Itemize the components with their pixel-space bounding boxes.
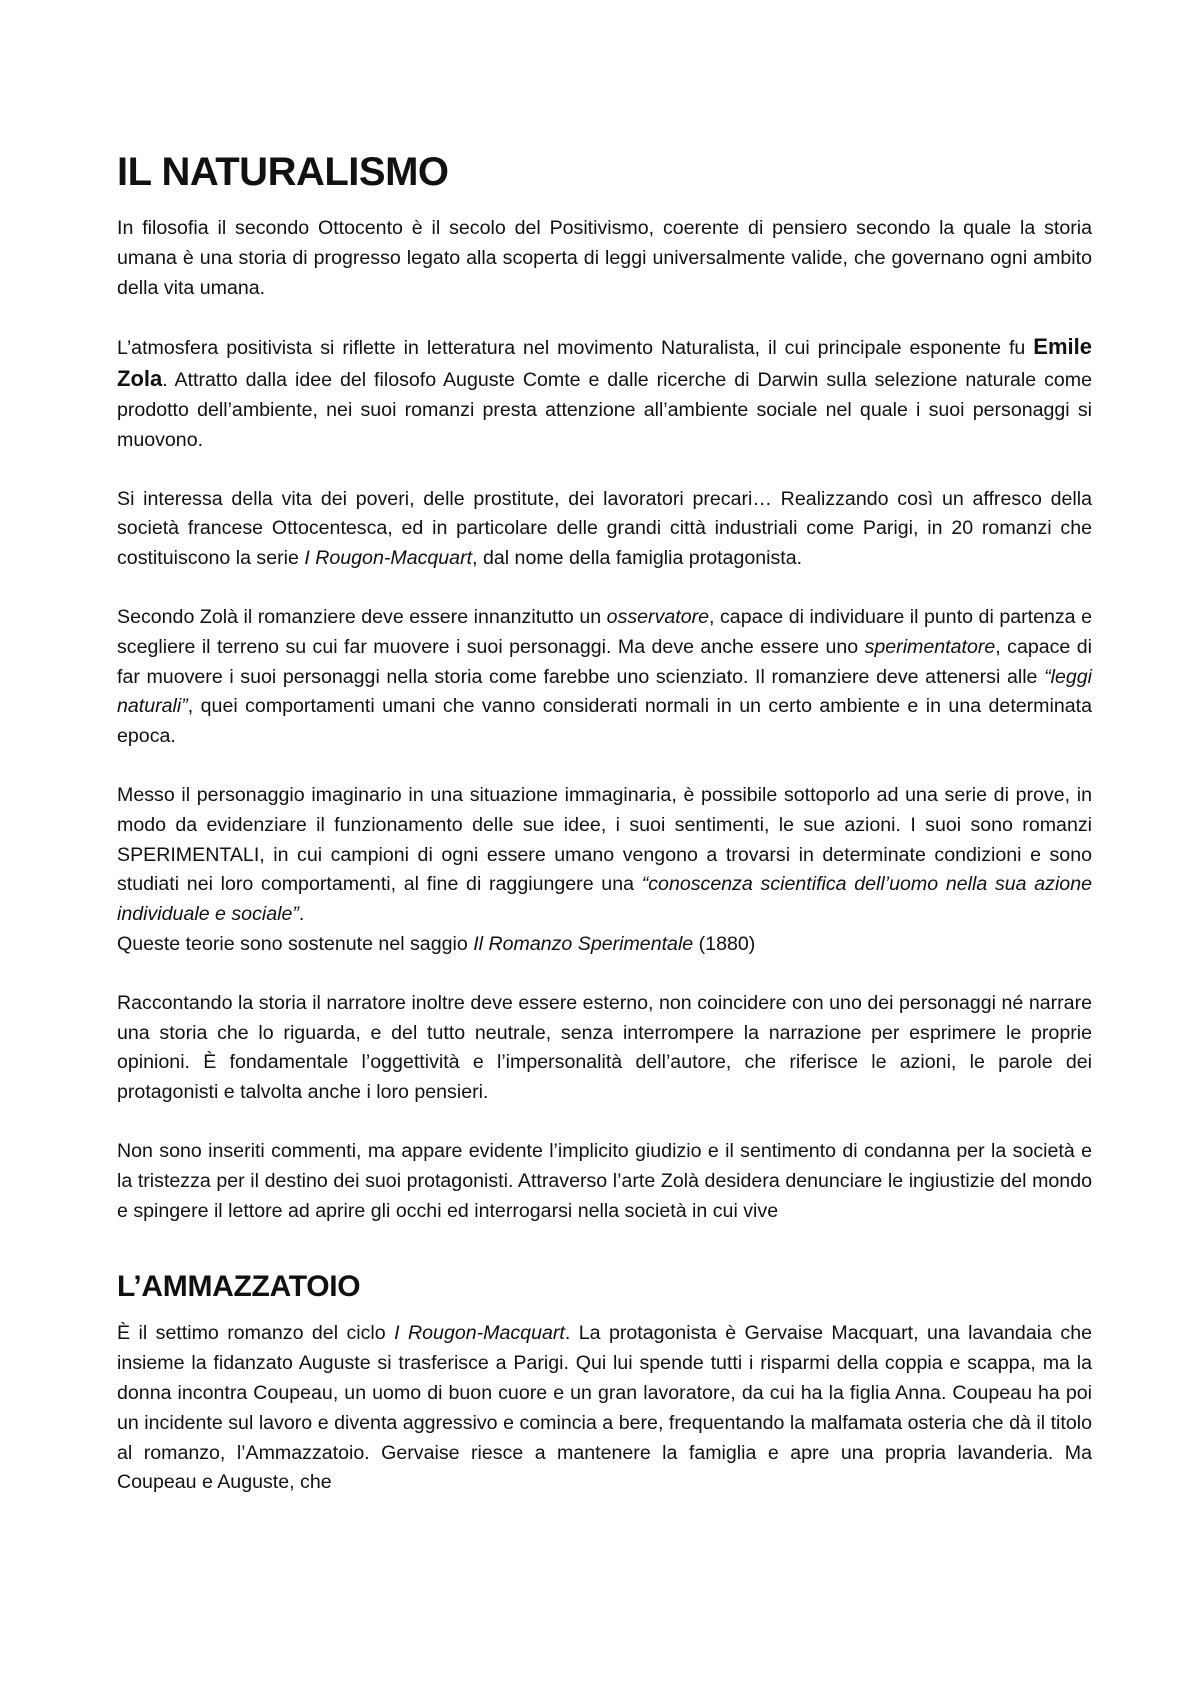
paragraph-positivismo: In filosofia il secondo Ottocento è il secolo del Positivismo, coerente di pensiero secondo la quale la storia umana è una storia di progresso legato alla scoperta di leggi universalmente valide, che governano ogni ambito della vita umana. (117, 217, 1092, 299)
paragraph-narratore: Raccontando la storia il narratore inoltre deve essere esterno, non coincidere con uno dei personaggi né narrare una storia che lo riguarda, e del tutto neutrale, senza interrompere la narrazione per esprimere le proprie opinioni. È fondamentale l’oggettività e l’impersonalità dell’autore, che riferisce le azioni, le parole dei protagonisti e talvolta anche i loro pensieri. (117, 991, 1092, 1104)
paragraph-text: Queste teorie sono sostenute nel saggio (117, 932, 474, 955)
paragraph-sperimentali (117, 781, 1092, 930)
paragraph-text: . La protagonista è Gervaise Macquart, una lavandaia che insieme la fidanzato Auguste si trasferisce a Parigi. Qui lui spende tutti i risparmi della coppia e scappa, ma la donna incontra Coupeau, un uomo di buon cuore e un gran lavoratore, da cui ha la figlia Anna. Coupeau ha poi un incidente sul lavoro e diventa aggressivo e comincia a bere, frequentando la malfamata osteria che dà il titolo al romanzo, l’Ammazzatoio. Gervaise riesce a mantenere la famiglia e apre una propria lavanderia. Ma Coupeau e Auguste, che (117, 1322, 1092, 1494)
paragraph-text: . Attratto dalla idee del filosofo Auguste Comte e dalle ricerche di Darwin sulla selezione naturale come prodotto dell’ambiente, nei suoi romanzi presta attenzione all’ambiente sociale nel quale i suoi personaggi si muovono. (117, 369, 1092, 451)
paragraph-text: L’atmosfera positivista si riflette in letteratura nel movimento Naturalista, il cui principale esponente fu (117, 337, 1034, 360)
author-name: Emile Zola (117, 334, 1092, 392)
essay-title: Il Romanzo Sperimentale (473, 932, 694, 955)
paragraph-saggio (117, 930, 1092, 960)
paragraph-text: Messo il personaggio imaginario in una situazione immaginaria, è possibile sottoporlo ad una serie di prove, in modo da evidenziare il funzionamento delle sue idee, i suoi sentimenti, le sue azioni. I suoi sono romanzi SPERIMENTALI, in cui campioni di ogni essere umano vengono a trovarsi in determinate condizioni e sono studiati nei loro comportamenti, al fine di raggiungere una (117, 783, 1092, 896)
paragraph-text: , capace di individuare il punto di partenza e scegliere il terreno su cui far muovere i suoi personaggi. Ma deve anche essere uno (117, 605, 1092, 658)
paragraph-text: , quei comportamenti umani che vanno considerati normali in un certo ambiente e in una determinata epoca. (117, 695, 1092, 748)
term-sperimentatore: sperimentatore (864, 635, 996, 658)
paragraph-ammazzatoio (117, 1319, 1092, 1498)
paragraph-commenti: Non sono inseriti commenti, ma appare evidente l’implicito giudizio e il sentimento di condanna per la società e la tristezza per il destino dei suoi protagonisti. Attraverso l’arte Zolà desidera denunciare le ingiustizie del mondo e spingere il lettore ad aprire gli occhi ed interrogarsi nella società in cui vive (117, 1139, 1092, 1222)
paragraph-text: . (298, 903, 305, 926)
paragraph-text: Si interessa della vita dei poveri, delle prostitute, dei lavoratori precari… Realizzando così un affresco della società francese Ottocentesca, ed in particolare delle grandi città industriali come Parigi, in 20 romanzi che costituiscono la serie (117, 487, 1092, 570)
paragraph-text: , capace di far muovere i suoi personaggi nella storia come farebbe uno scienziato. Il romanziere deve attenersi alle (117, 635, 1092, 688)
quote-conoscenza: “conoscenza scientifica dell’uomo nella sua azione individuale e sociale” (117, 873, 1093, 926)
paragraph-text: Secondo Zolà il romanziere deve essere innanzitutto un (117, 605, 607, 628)
page-title: IL NATURALISMO (117, 150, 449, 194)
series-title: I Rougon-Macquart (394, 1322, 565, 1345)
paragraph-rougon-macquart (117, 485, 1092, 574)
paragraph-romanziere (117, 603, 1092, 752)
paragraph-naturalismo (117, 332, 1092, 455)
paragraph-text: È il settimo romanzo del ciclo (117, 1322, 395, 1345)
document-page (117, 150, 1092, 1527)
term-osservatore: osservatore (606, 605, 710, 628)
term-leggi-naturali: “leggi naturali” (117, 665, 1092, 718)
section-title: L’AMMAZZATOIO (117, 1270, 361, 1304)
paragraph-text: , dal nome della famiglia protagonista. (472, 547, 803, 570)
paragraph-text: (1880) (693, 932, 756, 955)
series-title: I Rougon-Macquart (304, 547, 473, 570)
